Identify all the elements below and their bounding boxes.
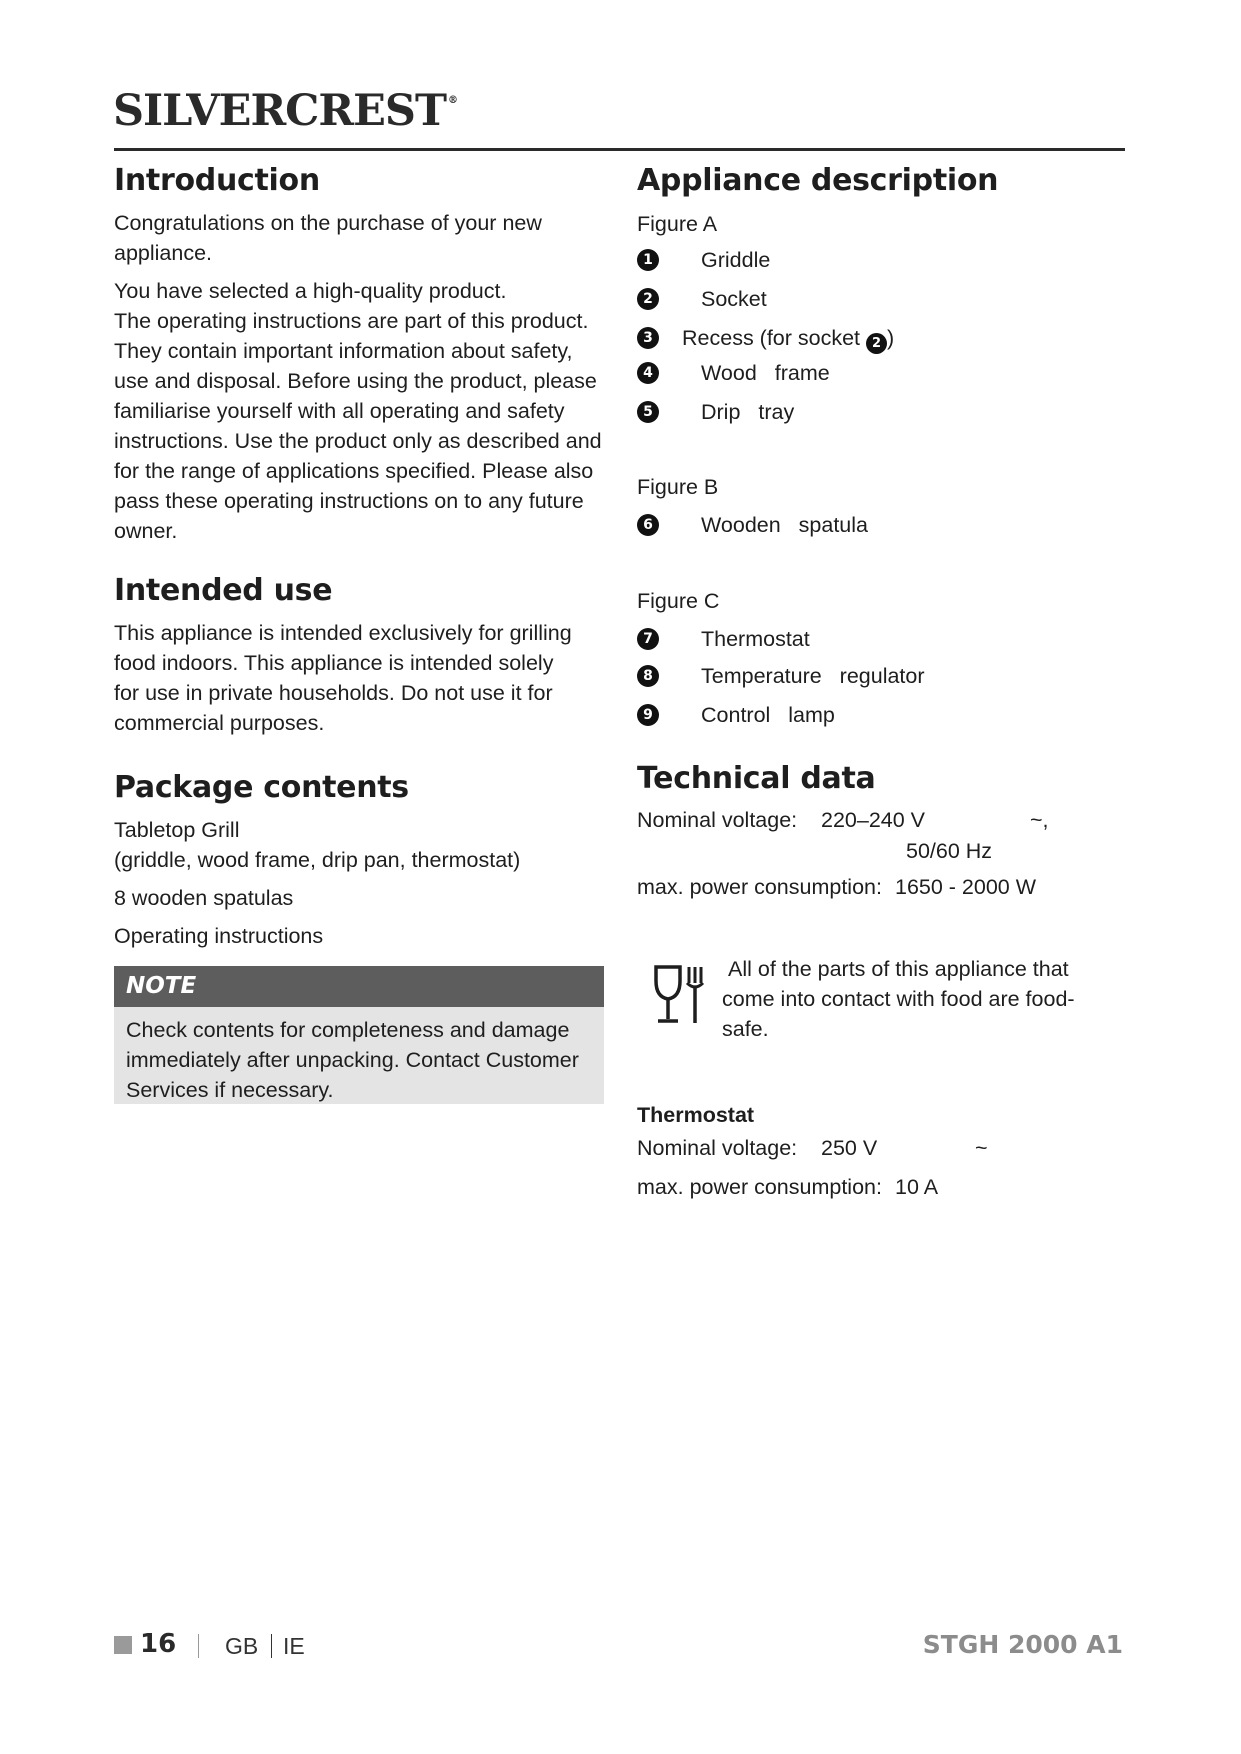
number-8-icon: 8 [637,665,659,687]
model-number: STGH 2000 A1 [922,1630,1123,1659]
thermostat-power-value: 10 A [895,1175,939,1199]
figure-a-label: Figure A [637,212,718,236]
nominal-voltage-label: Nominal voltage: [637,808,798,832]
number-3-icon: 3 [637,327,659,349]
number-2-icon: 2 [866,333,887,354]
footer-divider [198,1634,199,1658]
number-1-icon: 1 [637,249,659,271]
appliance-description-heading: Appliance description [637,163,999,198]
introduction-heading: Introduction [114,163,320,198]
introduction-text: Congratulations on the purchase of your new appliance. You have selected a high-quality product. The operating instructions are part of this product. They contain important information about safety, use and disposal. Before using the product, please familiarise yourself with all operating and safety instructions. Use the product only as described and for the range of applications specified. Please also pass these operating instructions on to any future owner. [114,211,602,543]
number-9-icon: 9 [637,704,659,726]
frequency-value: 50/60 Hz [906,839,993,863]
power-consumption-label: max. power consumption: [637,875,882,899]
intended-use-text: This appliance is intended exclusively for grilling food indoors. This appliance is intended solely for use in private households. Do not use it for commercial purposes. [114,621,572,735]
thermostat-power-label: max. power consumption: [637,1175,882,1199]
page-number: 16 [140,1629,177,1659]
header-rule [114,148,1125,151]
technical-data-heading: Technical data [637,761,876,796]
package-contents-list: Tabletop Grill (griddle, wood frame, drip pan, thermostat) 8 wooden spatulas Operating instructions [114,818,521,948]
page-marker [114,1636,132,1654]
thermostat-heading: Thermostat [637,1103,755,1127]
package-contents-heading: Package contents [114,770,409,805]
footer-divider [271,1634,272,1658]
nominal-voltage-value: 220–240 V [821,808,926,832]
glass-fork-icon [651,963,709,1029]
language-ie: IE [283,1633,305,1659]
note-heading: NOTE [114,966,604,1007]
figure-c-label: Figure C [637,589,720,613]
number-6-icon: 6 [637,514,659,536]
thermostat-voltage-label: Nominal voltage: [637,1136,798,1160]
registered-mark: ® [447,95,457,106]
ac-symbol: ~ [975,1136,988,1160]
power-consumption-value: 1650 - 2000 W [895,875,1037,899]
figure-b-label: Figure B [637,475,719,499]
language-gb: GB [225,1633,259,1659]
number-4-icon: 4 [637,362,659,384]
ac-symbol: ~, [1030,808,1049,832]
number-2-icon: 2 [637,288,659,310]
number-5-icon: 5 [637,401,659,423]
note-body: Check contents for completeness and damage immediately after unpacking. Contact Customer Services if necessary. [114,1007,604,1104]
thermostat-voltage-value: 250 V [821,1136,878,1160]
intended-use-heading: Intended use [114,573,333,608]
food-safe-text: All of the parts of this appliance that come into contact with food are food- safe. [722,957,1075,1041]
brand-logo: SILVERCREST ® [113,86,457,136]
number-7-icon: 7 [637,628,659,650]
